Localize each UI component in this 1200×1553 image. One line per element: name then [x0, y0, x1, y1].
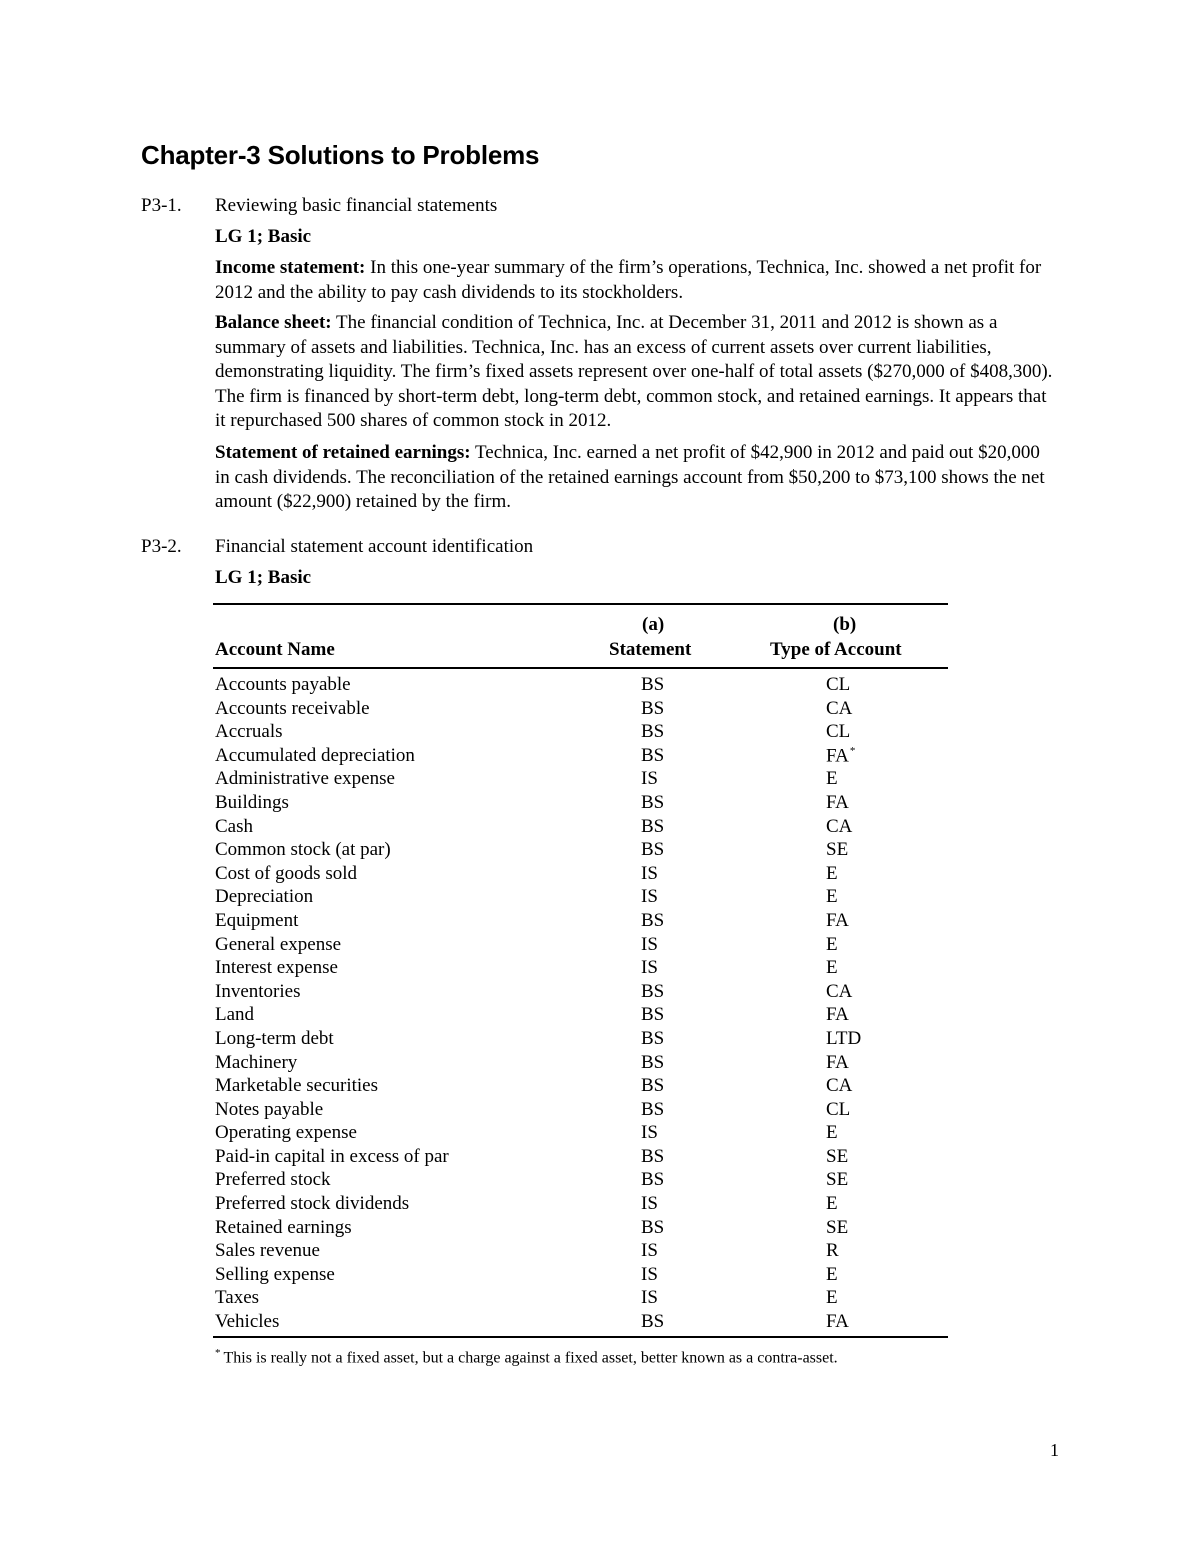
statement-cell: BS	[641, 839, 665, 861]
footnote-text: This is really not a fixed asset, but a charge against a fixed asset, better known as a contra-asset.	[223, 1349, 838, 1367]
table-row	[215, 1193, 950, 1217]
table-row	[215, 839, 950, 863]
table-row	[215, 1311, 950, 1335]
account-type-cell	[826, 768, 838, 790]
account-name-cell: Long-term debt	[215, 1027, 334, 1049]
account-name-cell: Taxes	[215, 1287, 260, 1309]
account-type-value: E	[826, 886, 838, 908]
table-row	[215, 792, 950, 816]
statement-cell: BS	[641, 1098, 665, 1120]
account-type-value: CA	[826, 697, 853, 719]
account-name-cell: Notes payable	[215, 1098, 324, 1120]
account-name-cell: Selling expense	[215, 1263, 335, 1285]
footnote-mark: *	[215, 1347, 221, 1359]
account-type-value: CA	[826, 1075, 853, 1097]
account-type-value: SE	[826, 1216, 849, 1238]
account-type-cell	[826, 1217, 848, 1239]
table-row	[215, 1240, 950, 1264]
account-name-cell: Sales revenue	[215, 1240, 320, 1262]
account-type-cell	[826, 1028, 861, 1050]
balance-sheet-text: The financial condition of Technica, Inc. at December 31, 2011 and 2012 is shown as a summary of assets and liabilities. Technica, Inc. has an excess of current assets over current liabilities, demonstrating liquidity. The firm’s fixed assets represent over one-half of total assets ($270,000 of $408,300). The firm is financed by short-term debt, long-term debt, common stock, and retained earnings. It appears that it repurchased 500 shares of common stock in 2012.	[215, 312, 1053, 431]
account-type-cell	[826, 698, 852, 720]
statement-cell: IS	[641, 933, 658, 955]
account-name-cell: Administrative expense	[215, 768, 395, 790]
account-type-value: FA	[826, 1311, 849, 1333]
account-type-value: FA	[826, 745, 849, 767]
account-type-value: FA	[826, 1051, 849, 1073]
account-type-value: E	[826, 1193, 838, 1215]
account-type-value: FA	[826, 909, 849, 931]
statement-cell: BS	[641, 980, 665, 1002]
statement-cell: BS	[641, 697, 665, 719]
account-type-cell	[826, 981, 852, 1003]
table-bottom-rule	[213, 1336, 948, 1338]
account-type-cell	[826, 1052, 849, 1074]
statement-cell: BS	[641, 791, 665, 813]
account-type-cell	[826, 1099, 850, 1121]
table-row	[215, 981, 950, 1005]
account-type-value: R	[826, 1240, 839, 1262]
account-type-value: E	[826, 768, 838, 790]
problem-number-p3-1: P3-1.	[141, 195, 182, 216]
account-type-cell	[826, 721, 850, 743]
account-type-cell	[826, 839, 848, 861]
footnote-marker: *	[849, 744, 856, 757]
account-type-cell	[826, 1287, 838, 1309]
problem-number-p3-2: P3-2.	[141, 536, 182, 557]
account-type-cell	[826, 1146, 848, 1168]
statement-cell: BS	[641, 721, 665, 743]
account-name-cell: Interest expense	[215, 957, 338, 979]
account-type-cell	[826, 1311, 849, 1333]
account-name-cell: Land	[215, 1004, 255, 1026]
statement-cell: IS	[641, 768, 658, 790]
statement-cell: BS	[641, 909, 665, 931]
table-row	[215, 698, 950, 722]
account-name-cell: Machinery	[215, 1051, 298, 1073]
account-type-value: CL	[826, 1098, 851, 1120]
account-name-cell: Preferred stock dividends	[215, 1193, 410, 1215]
account-type-cell	[826, 816, 852, 838]
account-name-cell: Buildings	[215, 791, 289, 813]
retained-earnings-paragraph	[215, 441, 1055, 515]
account-table-body	[215, 674, 950, 1335]
table-row	[215, 1146, 950, 1170]
account-type-value: SE	[826, 839, 849, 861]
header-b-letter: (b)	[833, 614, 857, 635]
problem-title-p3-2: Financial statement account identification	[215, 536, 534, 557]
statement-cell: BS	[641, 1075, 665, 1097]
account-name-cell: Marketable securities	[215, 1075, 379, 1097]
account-type-cell	[826, 934, 838, 956]
statement-cell: BS	[641, 815, 665, 837]
account-name-cell: Accounts receivable	[215, 697, 370, 719]
account-type-cell	[826, 792, 849, 814]
table-top-rule	[213, 603, 948, 605]
statement-cell: BS	[641, 674, 665, 695]
account-type-cell	[826, 1004, 849, 1026]
statement-cell: IS	[641, 1240, 658, 1262]
table-row	[215, 1052, 950, 1076]
table-row	[215, 745, 950, 769]
statement-cell: BS	[641, 1027, 665, 1049]
account-type-value: LTD	[826, 1027, 862, 1049]
page-number: 1	[1050, 1440, 1059, 1460]
statement-cell: BS	[641, 1311, 665, 1333]
table-header-rule	[213, 667, 948, 669]
account-type-value: FA	[826, 1004, 849, 1026]
account-type-cell	[826, 910, 849, 932]
account-type-value: CL	[826, 721, 851, 743]
account-type-cell	[826, 1240, 839, 1262]
statement-cell: BS	[641, 1216, 665, 1238]
table-row	[215, 934, 950, 958]
account-name-cell: Inventories	[215, 980, 301, 1002]
account-type-value: E	[826, 1287, 838, 1309]
account-name-cell: Accruals	[215, 721, 283, 743]
account-type-value: E	[826, 933, 838, 955]
account-type-value: SE	[826, 1169, 849, 1191]
statement-cell: IS	[641, 1193, 658, 1215]
account-type-value: E	[826, 957, 838, 979]
balance-sheet-paragraph	[215, 311, 1055, 434]
account-type-cell	[826, 745, 855, 767]
account-type-value: CL	[826, 674, 851, 695]
account-type-cell	[826, 957, 838, 979]
statement-cell: BS	[641, 1051, 665, 1073]
table-row	[215, 1217, 950, 1241]
header-account-name: Account Name	[215, 639, 335, 660]
income-statement-paragraph	[215, 256, 1055, 305]
account-type-value: CA	[826, 980, 853, 1002]
account-type-cell	[826, 1075, 852, 1097]
page-title: Chapter-3 Solutions to Problems	[141, 140, 540, 170]
account-type-cell	[826, 1264, 838, 1286]
account-type-cell	[826, 1122, 838, 1144]
income-statement-text: In this one-year summary of the firm’s operations, Technica, Inc. showed a net profit for 2012 and the ability to pay cash dividends to its stockholders.	[215, 257, 1042, 303]
table-row	[215, 1169, 950, 1193]
account-name-cell: Accumulated depreciation	[215, 744, 415, 766]
table-row	[215, 721, 950, 745]
account-name-cell: Common stock (at par)	[215, 839, 391, 861]
account-name-cell: Retained earnings	[215, 1216, 352, 1238]
problem-title-p3-1: Reviewing basic financial statements	[215, 195, 498, 216]
statement-cell: IS	[641, 886, 658, 908]
account-name-cell: Cash	[215, 815, 253, 837]
table-row	[215, 1028, 950, 1052]
statement-cell: BS	[641, 1145, 665, 1167]
statement-cell: IS	[641, 957, 658, 979]
header-a-letter: (a)	[642, 614, 665, 635]
table-row	[215, 816, 950, 840]
header-type-of-account: Type of Account	[770, 639, 902, 660]
header-statement: Statement	[609, 639, 692, 660]
account-name-cell: Depreciation	[215, 886, 314, 908]
table-row	[215, 1004, 950, 1028]
account-name-cell: Accounts payable	[215, 674, 351, 695]
learning-goal-p3-1: LG 1; Basic	[215, 226, 312, 247]
account-name-cell: General expense	[215, 933, 342, 955]
statement-cell: IS	[641, 1263, 658, 1285]
learning-goal-p3-2: LG 1; Basic	[215, 567, 312, 588]
statement-cell: IS	[641, 1122, 658, 1144]
table-row	[215, 1287, 950, 1311]
account-type-value: FA	[826, 791, 849, 813]
account-type-cell	[826, 886, 838, 908]
account-type-value: E	[826, 1263, 838, 1285]
account-type-value: E	[826, 1122, 838, 1144]
footnote	[215, 1347, 838, 1367]
retained-earnings-text: Technica, Inc. earned a net profit of $42,900 in 2012 and paid out $20,000 in cash dividends. The reconciliation of the retained earnings account from $50,200 to $73,100 shows the net amount ($22,900) retained by the firm.	[215, 442, 1045, 512]
account-type-cell	[826, 863, 838, 885]
income-statement-label: Income statement:	[215, 257, 366, 278]
table-row	[215, 863, 950, 887]
statement-cell: BS	[641, 1004, 665, 1026]
table-row	[215, 910, 950, 934]
table-row	[215, 886, 950, 910]
table-row	[215, 957, 950, 981]
statement-cell: IS	[641, 862, 658, 884]
account-type-cell	[826, 1169, 848, 1191]
table-row	[215, 1122, 950, 1146]
account-type-cell	[826, 1193, 838, 1215]
account-type-value: SE	[826, 1145, 849, 1167]
account-name-cell: Equipment	[215, 909, 299, 931]
account-type-value: E	[826, 862, 838, 884]
statement-cell: BS	[641, 1169, 665, 1191]
table-row	[215, 1264, 950, 1288]
statement-cell: BS	[641, 744, 665, 766]
account-type-cell	[826, 674, 850, 696]
account-name-cell: Operating expense	[215, 1122, 357, 1144]
table-row	[215, 1075, 950, 1099]
account-name-cell: Paid-in capital in excess of par	[215, 1145, 449, 1167]
account-name-cell: Vehicles	[215, 1311, 280, 1333]
table-row	[215, 674, 950, 698]
table-row	[215, 768, 950, 792]
retained-earnings-label: Statement of retained earnings:	[215, 442, 471, 463]
account-type-value: CA	[826, 815, 853, 837]
statement-cell: IS	[641, 1287, 658, 1309]
account-name-cell: Cost of goods sold	[215, 862, 357, 884]
table-row	[215, 1099, 950, 1123]
balance-sheet-label: Balance sheet:	[215, 312, 332, 333]
account-name-cell: Preferred stock	[215, 1169, 331, 1191]
